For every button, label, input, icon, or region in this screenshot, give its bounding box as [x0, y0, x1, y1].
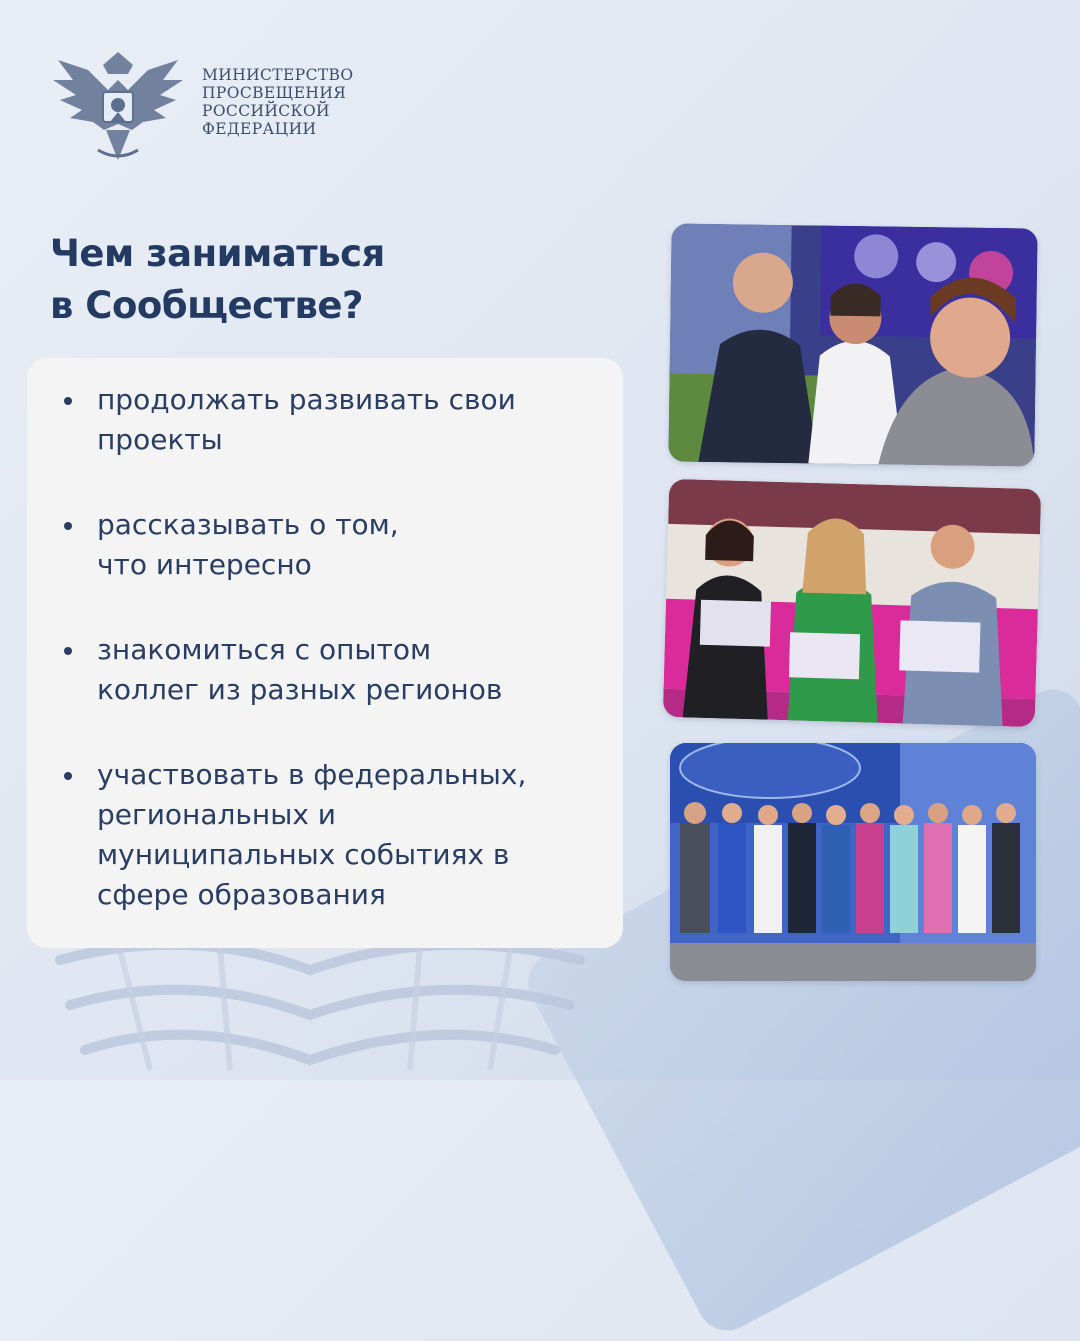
double-headed-eagle-emblem-icon — [48, 50, 188, 168]
ministry-line: ПРОСВЕЩЕНИЯ — [202, 84, 347, 102]
list-item-line: проекты — [97, 423, 223, 456]
ministry-name — [202, 66, 402, 138]
bullet-icon — [64, 772, 72, 780]
page-title-line: в Сообществе? — [50, 284, 363, 327]
list-item-line: что интересно — [97, 548, 312, 581]
activities-card — [27, 358, 623, 948]
list-item — [97, 630, 603, 710]
bullet-icon — [64, 522, 72, 530]
list-item-line: сфере образования — [97, 878, 386, 911]
list-item-line: знакомиться с опытом — [97, 633, 432, 666]
bullet-icon — [64, 397, 72, 405]
list-item-line: региональных и — [97, 798, 336, 831]
list-item — [97, 505, 603, 585]
bullet-icon — [64, 647, 72, 655]
photo-selfie-group — [668, 223, 1037, 466]
list-item-line: коллег из разных регионов — [97, 673, 503, 706]
page-title-line: Чем заниматься — [50, 232, 385, 275]
ministry-line: МИНИСТЕРСТВО — [202, 66, 354, 84]
ministry-line: РОССИЙСКОЙ — [202, 102, 330, 120]
list-item-line: продолжать развивать свои — [97, 383, 516, 416]
open-book-watermark-icon — [40, 930, 600, 1080]
photo-group-event — [670, 743, 1036, 981]
activities-list — [97, 380, 603, 915]
list-item-line: рассказывать о том, — [97, 508, 399, 541]
list-item — [97, 380, 603, 460]
ministry-line: ФЕДЕРАЦИИ — [202, 120, 317, 138]
list-item — [97, 755, 603, 915]
list-item-line: участвовать в федеральных, — [97, 758, 527, 791]
page-title — [50, 228, 570, 332]
photo-award-winners — [663, 479, 1042, 727]
list-item-line: муниципальных событиях в — [97, 838, 510, 871]
